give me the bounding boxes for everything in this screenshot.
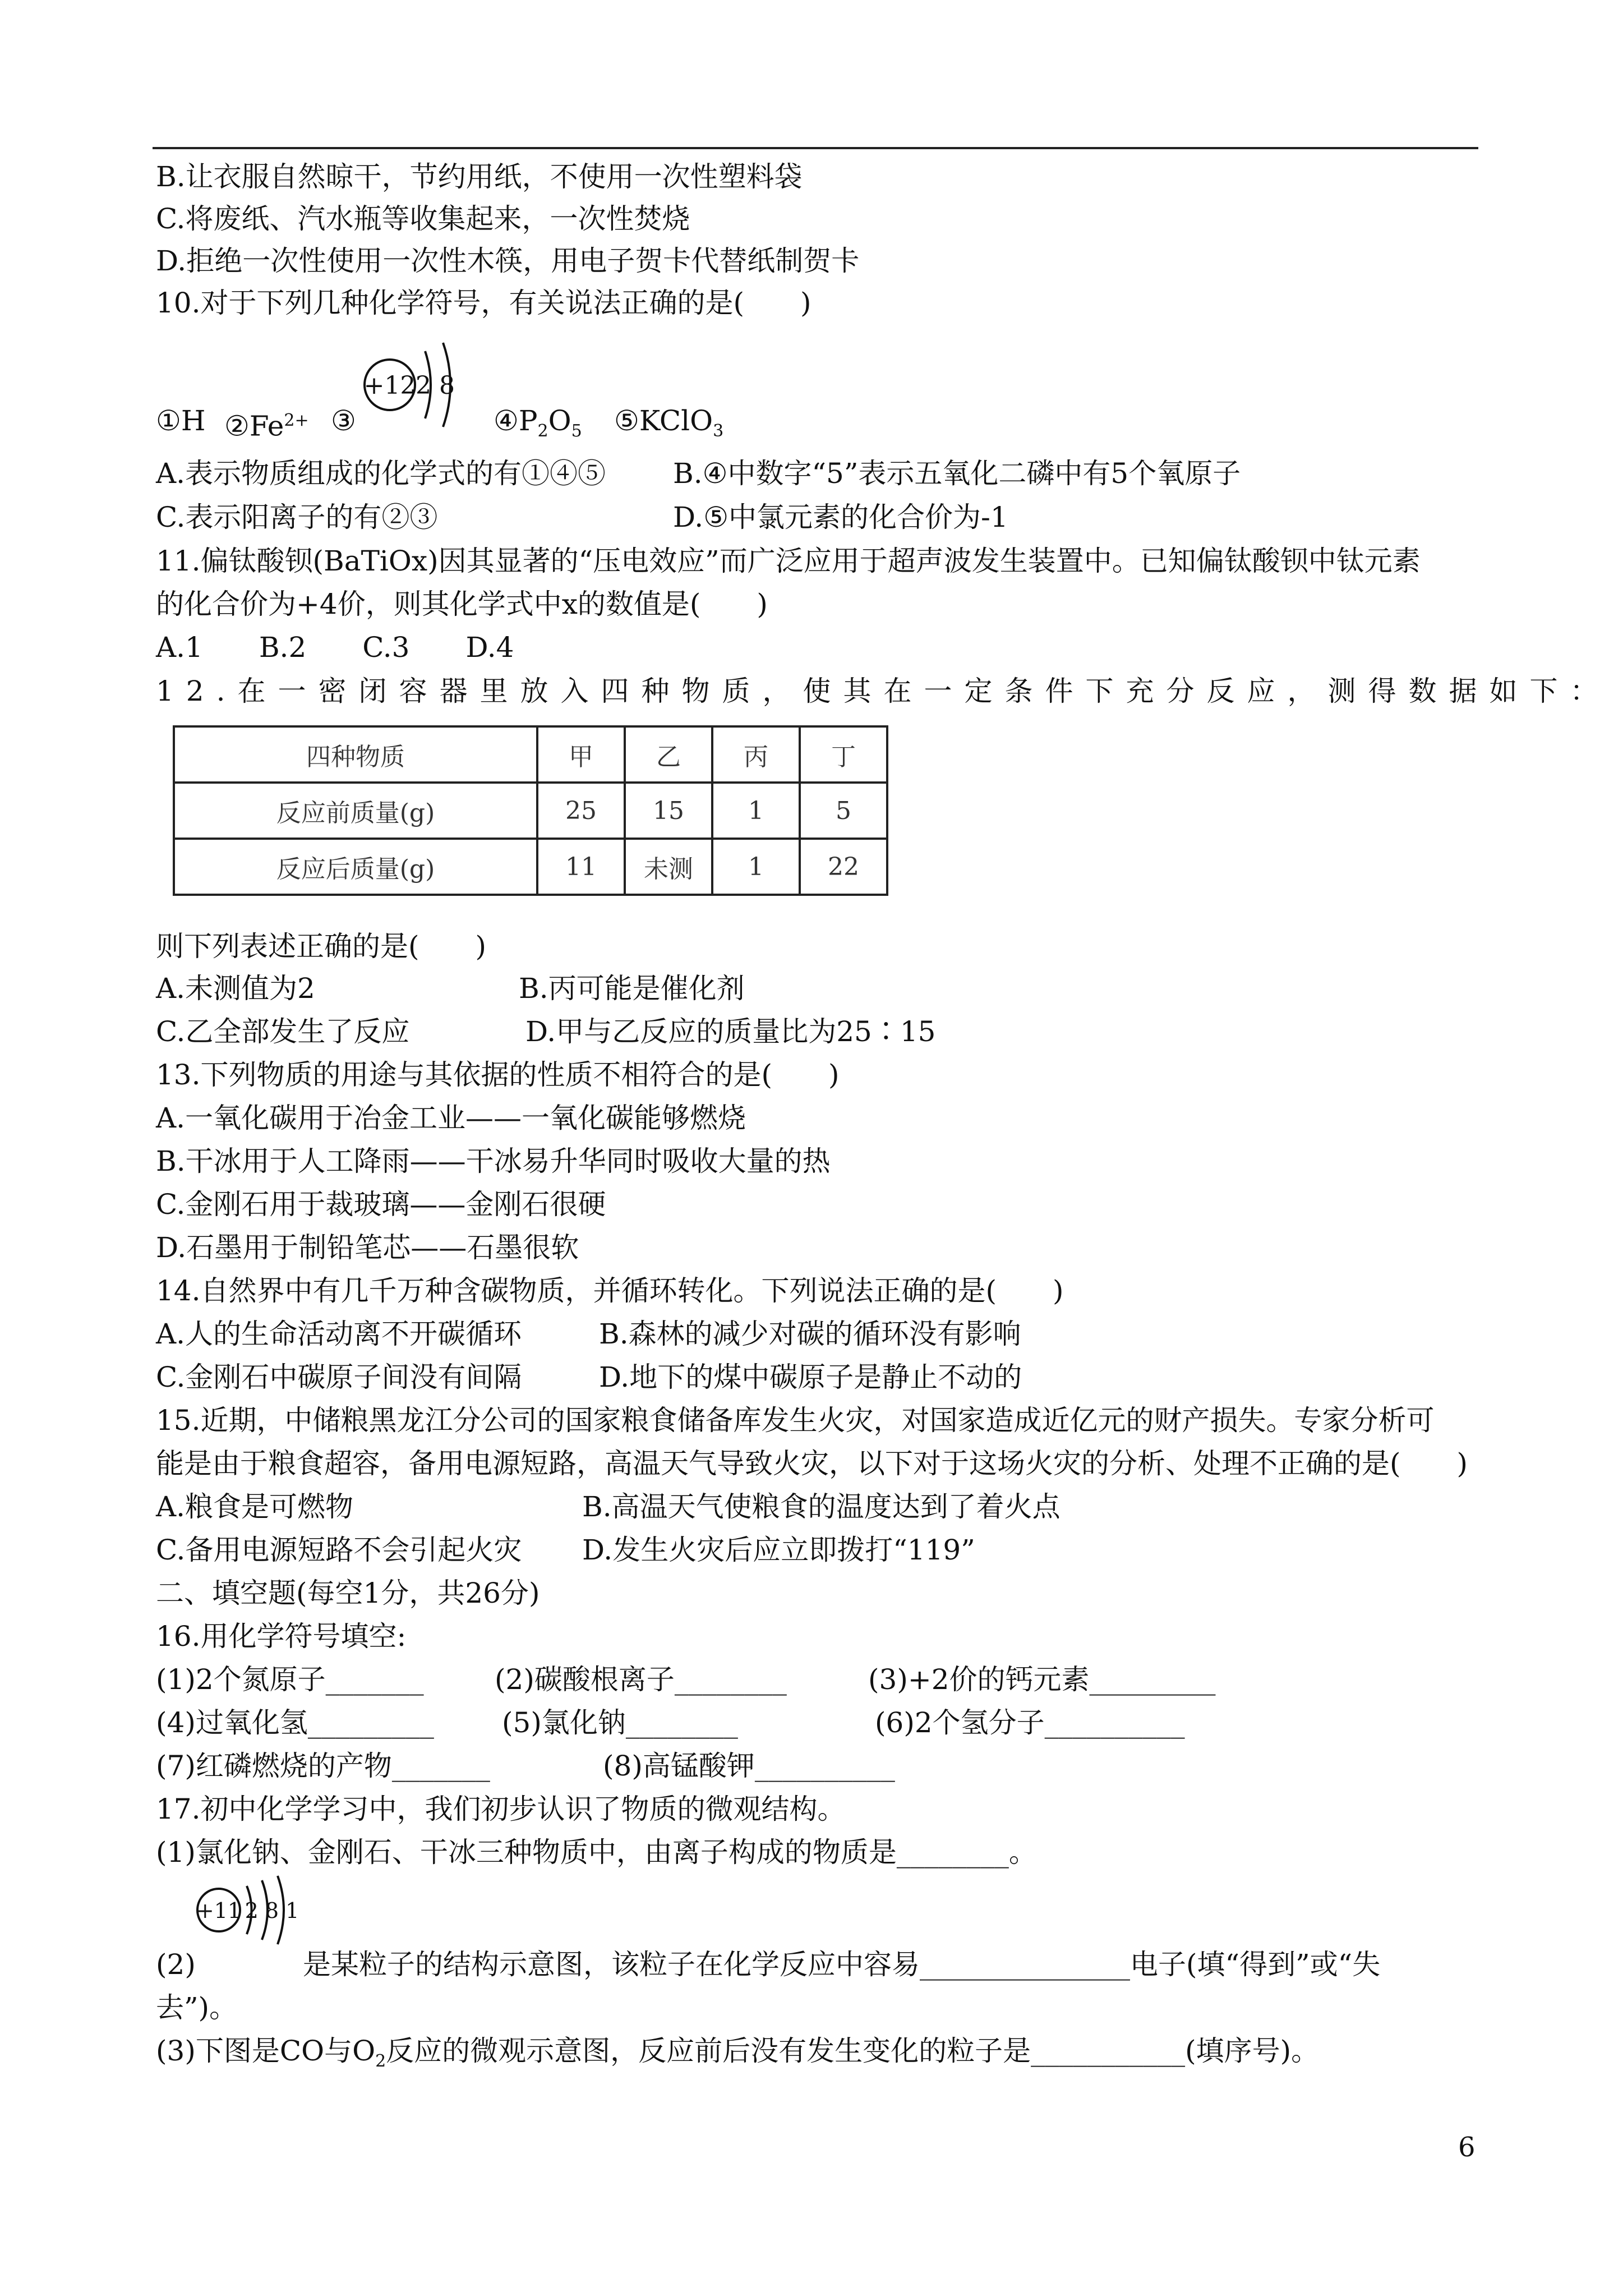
q10-symbol-5: ⑤KClO$_3$ xyxy=(614,404,724,441)
table-row xyxy=(174,783,887,839)
q9-option-c: C.将废纸、汽水瓶等收集起来，一次性焚烧 xyxy=(156,203,690,235)
q16-item-4: (4)过氧化氢_________ xyxy=(156,1706,434,1739)
q17-atom-diagram xyxy=(193,1874,317,1947)
q10-atom-diagram xyxy=(359,329,482,441)
q16-item-1: (1)2个氮原子_______ xyxy=(156,1663,424,1696)
q11-stem-line2: 的化合价为+4价，则其化学式中x的数值是( ) xyxy=(156,588,768,620)
q13-option-b: B.干冰用于人工降雨——干冰易升华同时吸收大量的热 xyxy=(156,1145,831,1177)
q10-atom-shells: 2 8 xyxy=(416,371,455,400)
q10-option-b: B.④中数字“5”表示五氧化二磷中有5个氧原子 xyxy=(673,457,1241,490)
q15-option-d: D.发生火灾后应立即拨打“119” xyxy=(582,1534,975,1566)
table-header-cell: 四种物质 xyxy=(174,726,537,783)
q10-symbol-3: ③ xyxy=(331,404,356,437)
page-number: 6 xyxy=(1458,2132,1476,2163)
q17-part-2-label: (2) xyxy=(156,1948,196,1981)
q17-atom-shells: 2 8 1 xyxy=(245,1898,299,1923)
table-header-row xyxy=(174,726,887,783)
q16-item-3: (3)+2价的钙元素_________ xyxy=(868,1663,1216,1696)
q9-option-d: D.拒绝一次性使用一次性木筷，用电子贺卡代替纸制贺卡 xyxy=(156,245,860,277)
q15-option-c: C.备用电源短路不会引起火灾 xyxy=(156,1534,522,1566)
q15-option-b: B.高温天气使粮食的温度达到了着火点 xyxy=(582,1490,1061,1523)
q10-symbol-2: $②Fe^{2+}$ xyxy=(224,409,309,443)
table-cell: 未测 xyxy=(625,839,712,895)
q16-item-2: (2)碳酸根离子________ xyxy=(495,1663,787,1696)
q15-option-a: A.粮食是可燃物 xyxy=(156,1490,354,1523)
q12-option-b: B.丙可能是催化剂 xyxy=(519,972,745,1005)
table-cell: 反应前质量(g) xyxy=(174,783,537,839)
q10-atom-nucleus: +12 xyxy=(363,371,416,400)
q16-item-8: (8)高锰酸钾__________ xyxy=(603,1750,895,1782)
q14-option-a: A.人的生命活动离不开碳循环 xyxy=(156,1318,522,1350)
table-row xyxy=(174,839,887,895)
q17-stem: 17.初中化学学习中，我们初步认识了物质的微观结构。 xyxy=(156,1793,846,1825)
table-header-cell: 丁 xyxy=(800,726,887,783)
q12-data-table xyxy=(173,725,888,896)
table-header-cell: 丙 xyxy=(712,726,800,783)
q12-question: 则下列表述正确的是( ) xyxy=(156,930,487,963)
q16-item-7: (7)红磷燃烧的产物_______ xyxy=(156,1750,490,1782)
q17-part-2-continued: 去”)。 xyxy=(156,1991,238,2024)
q9-option-b: B.让衣服自然晾干，节约用纸，不使用一次性塑料袋 xyxy=(156,160,803,193)
header-rule xyxy=(153,147,1478,149)
q15-stem-line2: 能是由于粮食超容，备用电源短路，高温天气导致火灾，以下对于这场火灾的分析、处理不正确的是( ) xyxy=(156,1447,1468,1480)
table-cell: 15 xyxy=(625,783,712,839)
q11-stem-line1: 11.偏钛酸钡(BaTiOx)因其显著的“压电效应”而广泛应用于超声波发生装置中。已知偏钛酸钡中钛元素 xyxy=(156,545,1421,577)
table-cell: 25 xyxy=(537,783,625,839)
q17-part-1: (1)氯化钠、金刚石、干冰三种物质中，由离子构成的物质是________。 xyxy=(156,1836,1037,1869)
q17-part-2-text: 是某粒子的结构示意图，该粒子在化学反应中容易_______________电子(填“得到”或“失 xyxy=(303,1948,1381,1981)
q13-option-d: D.石墨用于制铅笔芯——石墨很软 xyxy=(156,1231,579,1264)
q15-stem-line1: 15.近期，中储粮黑龙江分公司的国家粮食储备库发生火灾，对国家造成近亿元的财产损失。专家分析可 xyxy=(156,1404,1435,1437)
q14-stem: 14.自然界中有几千万种含碳物质，并循环转化。下列说法正确的是( ) xyxy=(156,1274,1064,1307)
table-cell: 22 xyxy=(800,839,887,895)
q16-item-5: (5)氯化钠________ xyxy=(502,1706,738,1739)
table-cell: 1 xyxy=(712,839,800,895)
table-cell: 1 xyxy=(712,783,800,839)
q10-option-d: D.⑤中氯元素的化合价为-1 xyxy=(673,501,1008,533)
q16-item-6: (6)2个氢分子__________ xyxy=(875,1706,1185,1739)
q12-stem: 12.在一密闭容器里放入四种物质，使其在一定条件下充分反应，测得数据如下： xyxy=(156,675,1611,707)
table-cell: 5 xyxy=(800,783,887,839)
q14-option-c: C.金刚石中碳原子间没有间隔 xyxy=(156,1361,522,1393)
table-cell: 11 xyxy=(537,839,625,895)
table-header-cell: 乙 xyxy=(625,726,712,783)
q13-stem: 13.下列物质的用途与其依据的性质不相符合的是( ) xyxy=(156,1059,840,1091)
q10-symbol-1: ①H xyxy=(156,404,206,437)
q11-options: A.1 B.2 C.3 D.4 xyxy=(156,631,514,664)
table-cell: 反应后质量(g) xyxy=(174,839,537,895)
q10-symbol-4: $④P_2O_5$ xyxy=(494,404,582,441)
q10-option-a: A.表示物质组成的化学式的有①④⑤ xyxy=(156,457,606,490)
section-title: 二、填空题(每空1分，共26分) xyxy=(156,1577,540,1609)
q13-option-a: A.一氧化碳用于冶金工业——一氧化碳能够燃烧 xyxy=(156,1102,746,1134)
q14-option-b: B.森林的减少对碳的循环没有影响 xyxy=(599,1318,1021,1350)
q10-option-c: C.表示阳离子的有②③ xyxy=(156,501,438,533)
q10-stem: 10.对于下列几种化学符号，有关说法正确的是( ) xyxy=(156,287,811,319)
table-header-cell: 甲 xyxy=(537,726,625,783)
q12-option-d: D.甲与乙反应的质量比为25∶15 xyxy=(525,1015,936,1048)
q12-option-c: C.乙全部发生了反应 xyxy=(156,1015,410,1048)
q13-option-c: C.金刚石用于裁玻璃——金刚石很硬 xyxy=(156,1188,606,1221)
q12-option-a: A.未测值为2 xyxy=(156,972,315,1005)
q17-part-3: (3)下图是CO与$O_2$反应的微观示意图，反应前后没有发生变化的粒子是___________(填序号)。 xyxy=(156,2035,1320,2071)
q17-atom-nucleus: +11 xyxy=(196,1898,242,1923)
q16-stem: 16.用化学符号填空: xyxy=(156,1620,407,1653)
q14-option-d: D.地下的煤中碳原子是静止不动的 xyxy=(599,1361,1022,1393)
